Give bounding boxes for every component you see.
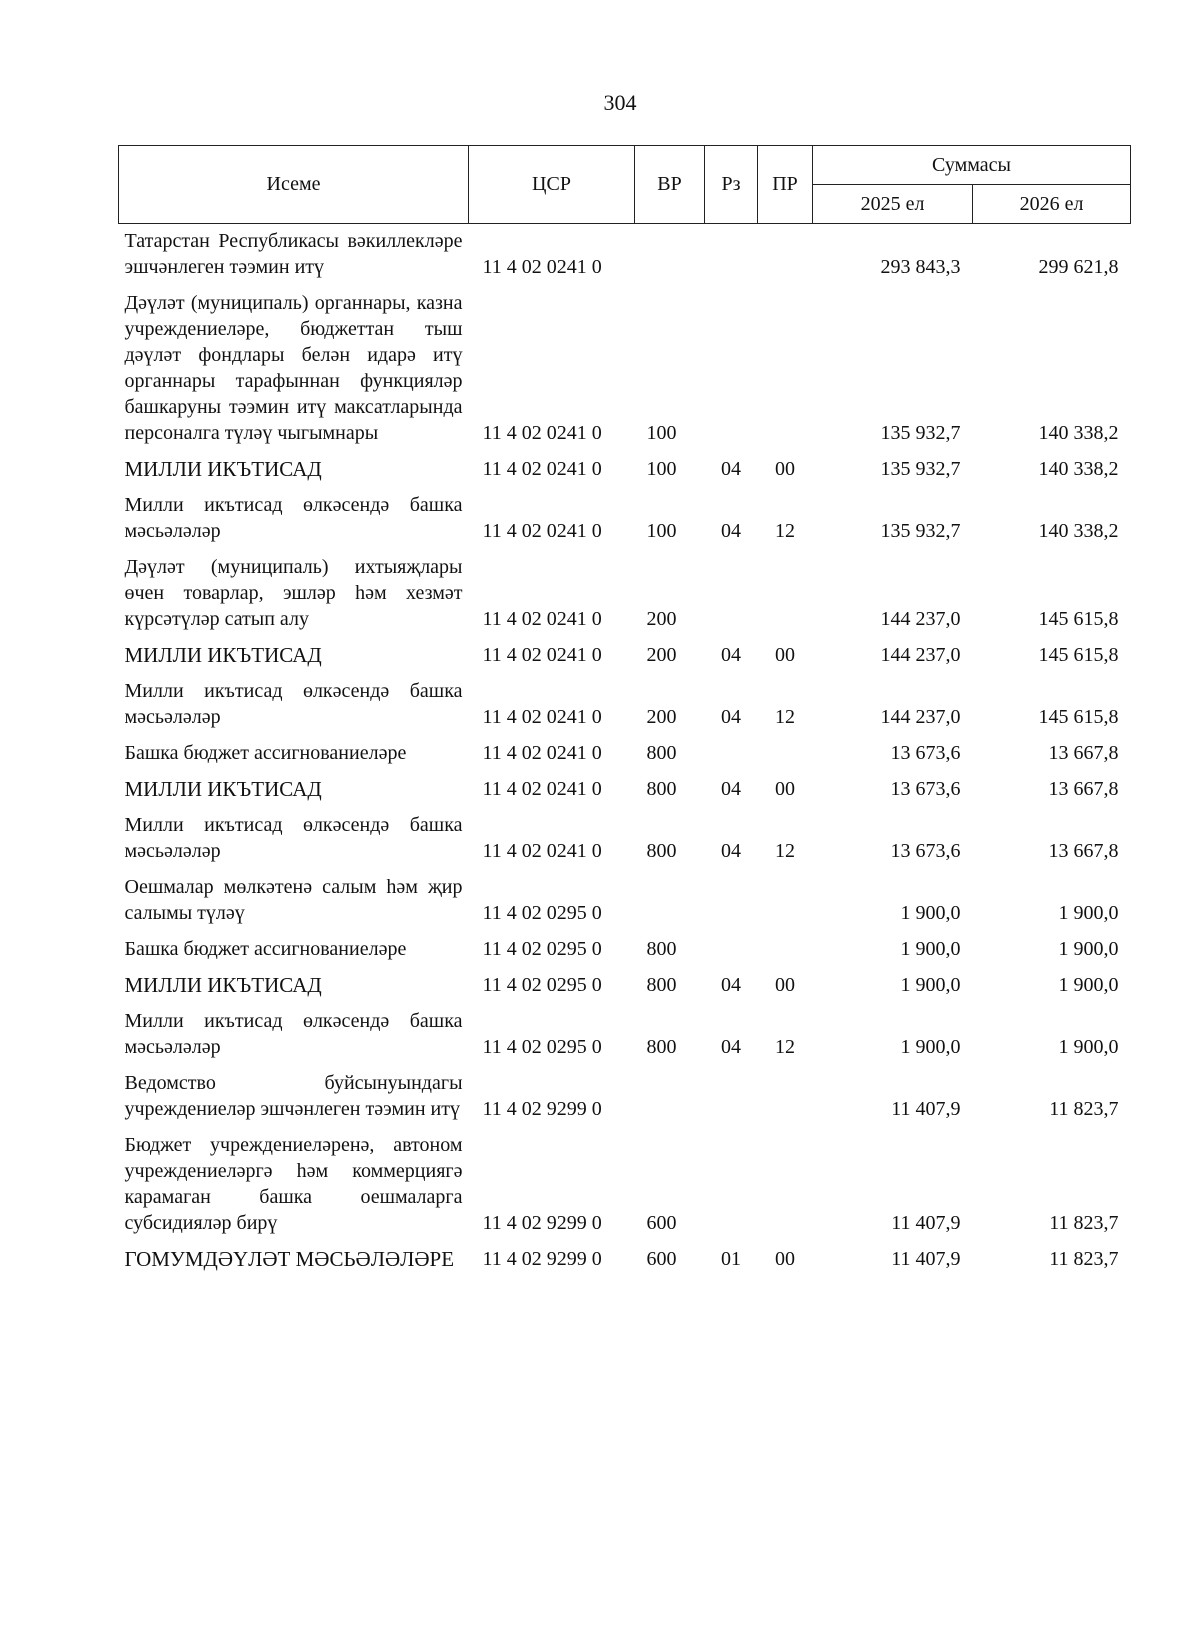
row-pr-code: 00: [775, 458, 795, 480]
table-row: [119, 932, 1131, 968]
row-amount-2025: 1 900,0: [900, 902, 961, 924]
row-vr-code: 200: [646, 706, 677, 728]
row-csr-code: 11 4 02 0295 0: [482, 938, 602, 960]
row-csr-code: 11 4 02 0295 0: [482, 974, 602, 996]
row-vr-code: [635, 870, 705, 932]
row-name: Бюджет учреждениеләренә, автоном учреждениеләргә һәм коммерциягә карамаган башка оешмаларга субсидияләр бирү: [124, 1134, 463, 1234]
header-vr: ВР: [635, 146, 705, 224]
row-csr-code: 11 4 02 0241 0: [482, 706, 602, 728]
row-csr-code: 11 4 02 0241 0: [482, 778, 602, 800]
row-rz-code: 04: [721, 458, 741, 480]
row-rz-code: [705, 224, 758, 287]
row-amount-2026: 299 621,8: [1038, 256, 1119, 278]
table-row: [119, 638, 1131, 674]
row-pr-code: 12: [775, 520, 795, 542]
row-pr-code: [758, 736, 813, 772]
row-amount-2026: 145 615,8: [1038, 644, 1119, 666]
table-row: [119, 1242, 1131, 1278]
row-pr-code: [758, 550, 813, 638]
row-vr-code: [635, 1066, 705, 1128]
row-rz-code: 04: [721, 778, 741, 800]
row-rz-code: 01: [721, 1248, 741, 1270]
row-amount-2025: 11 407,9: [891, 1098, 961, 1120]
row-name: Башка бюджет ассигнованиеләре: [124, 742, 407, 764]
row-csr-code: 11 4 02 0295 0: [482, 902, 602, 924]
row-rz-code: 04: [721, 644, 741, 666]
row-csr-code: 11 4 02 9299 0: [482, 1212, 602, 1234]
row-pr-code: [758, 224, 813, 287]
row-amount-2026: 145 615,8: [1038, 706, 1119, 728]
row-rz-code: [705, 1128, 758, 1242]
row-vr-code: 600: [646, 1248, 677, 1270]
row-amount-2026: 1 900,0: [1058, 974, 1119, 996]
row-pr-code: [758, 932, 813, 968]
row-amount-2026: 140 338,2: [1038, 422, 1119, 444]
row-amount-2026: 1 900,0: [1058, 1036, 1119, 1058]
row-pr-code: 12: [775, 706, 795, 728]
row-vr-code: 800: [646, 778, 677, 800]
table-row: [119, 550, 1131, 638]
row-csr-code: 11 4 02 0241 0: [482, 256, 602, 278]
row-vr-code: 100: [646, 458, 677, 480]
row-amount-2025: 1 900,0: [900, 974, 961, 996]
row-pr-code: 12: [775, 840, 795, 862]
table-row: [119, 1128, 1131, 1242]
row-name: Милли икътисад өлкәсендә башка мәсьәләләр: [124, 814, 463, 862]
row-csr-code: 11 4 02 0241 0: [482, 520, 602, 542]
row-vr-code: 800: [646, 840, 677, 862]
table-row: [119, 1066, 1131, 1128]
row-rz-code: [705, 870, 758, 932]
row-csr-code: 11 4 02 0241 0: [482, 422, 602, 444]
row-pr-code: 12: [775, 1036, 795, 1058]
row-pr-code: [758, 870, 813, 932]
row-amount-2026: 1 900,0: [1058, 902, 1119, 924]
row-amount-2026: 140 338,2: [1038, 520, 1119, 542]
table-row: [119, 808, 1131, 870]
row-amount-2026: 140 338,2: [1038, 458, 1119, 480]
header-rz: Рз: [705, 146, 758, 224]
row-amount-2025: 135 932,7: [880, 458, 961, 480]
row-vr-code: [635, 224, 705, 287]
row-amount-2025: 135 932,7: [880, 422, 961, 444]
row-name: Оешмалар мөлкәтенә салым һәм җир салымы түләү: [124, 876, 463, 924]
row-name: Башка бюджет ассигнованиеләре: [124, 938, 407, 960]
row-pr-code: 00: [775, 1248, 795, 1270]
row-rz-code: [705, 932, 758, 968]
row-name: ГОМУМДӘҮЛӘТ МӘСЬӘЛӘЛӘРЕ: [124, 1247, 455, 1271]
table-row: [119, 674, 1131, 736]
row-vr-code: 800: [646, 974, 677, 996]
row-amount-2025: 11 407,9: [891, 1212, 961, 1234]
row-name: Милли икътисад өлкәсендә башка мәсьәләләр: [124, 494, 463, 542]
row-amount-2025: 144 237,0: [880, 644, 961, 666]
row-pr-code: 00: [775, 974, 795, 996]
table-row: [119, 224, 1131, 287]
row-name: Дәүләт (муниципаль) ихтыяҗлары өчен товарлар, эшләр һәм хезмәт күрсәтүләр сатып алу: [124, 556, 463, 630]
row-vr-code: 200: [646, 644, 677, 666]
row-csr-code: 11 4 02 9299 0: [482, 1098, 602, 1120]
row-csr-code: 11 4 02 0241 0: [482, 608, 602, 630]
table-row: [119, 286, 1131, 452]
row-rz-code: [705, 736, 758, 772]
row-csr-code: 11 4 02 9299 0: [482, 1248, 602, 1270]
page-number: 304: [603, 90, 637, 115]
row-name: Милли икътисад өлкәсендә башка мәсьәләләр: [124, 1010, 463, 1058]
row-rz-code: [705, 1066, 758, 1128]
row-csr-code: 11 4 02 0241 0: [482, 742, 602, 764]
row-amount-2025: 1 900,0: [900, 938, 961, 960]
row-amount-2025: 11 407,9: [891, 1248, 961, 1270]
row-name: МИЛЛИ ИКЪТИСАД: [124, 777, 322, 801]
row-csr-code: 11 4 02 0241 0: [482, 644, 602, 666]
row-name: Милли икътисад өлкәсендә башка мәсьәләләр: [124, 680, 463, 728]
table-row: [119, 1004, 1131, 1066]
row-name: МИЛЛИ ИКЪТИСАД: [124, 973, 322, 997]
table-row: [119, 870, 1131, 932]
row-pr-code: [758, 1066, 813, 1128]
row-rz-code: [705, 550, 758, 638]
row-amount-2025: 1 900,0: [900, 1036, 961, 1058]
table-row: [119, 452, 1131, 488]
row-amount-2026: 1 900,0: [1058, 938, 1119, 960]
row-rz-code: 04: [721, 706, 741, 728]
row-amount-2025: 144 237,0: [880, 608, 961, 630]
row-rz-code: [705, 286, 758, 452]
row-amount-2026: 13 667,8: [1048, 840, 1119, 862]
row-amount-2026: 11 823,7: [1049, 1212, 1119, 1234]
row-csr-code: 11 4 02 0241 0: [482, 458, 602, 480]
table-header: [119, 146, 1131, 224]
row-rz-code: 04: [721, 520, 741, 542]
table-row: [119, 772, 1131, 808]
row-vr-code: 100: [646, 520, 677, 542]
table-body: [119, 224, 1131, 1279]
row-amount-2025: 13 673,6: [890, 742, 961, 764]
row-name: МИЛЛИ ИКЪТИСАД: [124, 643, 322, 667]
row-amount-2026: 11 823,7: [1049, 1098, 1119, 1120]
row-name: Татарстан Республикасы вәкиллекләре эшчәнлеген тәэмин итү: [124, 230, 463, 278]
row-name: Ведомство буйсынуындагы учреждениеләр эшчәнлеген тәэмин итү: [124, 1072, 463, 1120]
row-name: Дәүләт (муниципаль) органнары, казна учреждениеләре, бюджеттан тыш дәүләт фондлары белән идарә итү органнары тарафыннан функцияләр башкаруны тәэмин итү максатларында персоналга түләү чыгымнары: [124, 292, 463, 444]
row-name: МИЛЛИ ИКЪТИСАД: [124, 457, 322, 481]
row-vr-code: 100: [646, 422, 677, 444]
row-vr-code: 200: [646, 608, 677, 630]
row-vr-code: 800: [646, 938, 677, 960]
header-year-2026: 2026 ел: [973, 185, 1131, 224]
row-amount-2025: 293 843,3: [880, 256, 961, 278]
row-csr-code: 11 4 02 0241 0: [482, 840, 602, 862]
row-amount-2026: 145 615,8: [1038, 608, 1119, 630]
table-row: [119, 968, 1131, 1004]
header-sums: Суммасы: [813, 146, 1131, 185]
row-pr-code: [758, 1128, 813, 1242]
row-rz-code: 04: [721, 840, 741, 862]
row-amount-2026: 13 667,8: [1048, 742, 1119, 764]
table-row: [119, 736, 1131, 772]
header-csr: ЦСР: [469, 146, 635, 224]
row-vr-code: 600: [646, 1212, 677, 1234]
header-year-2025: 2025 ел: [813, 185, 973, 224]
row-pr-code: 00: [775, 778, 795, 800]
row-amount-2025: 13 673,6: [890, 778, 961, 800]
header-pr: ПР: [758, 146, 813, 224]
row-pr-code: 00: [775, 644, 795, 666]
row-csr-code: 11 4 02 0295 0: [482, 1036, 602, 1058]
row-amount-2025: 144 237,0: [880, 706, 961, 728]
row-amount-2025: 135 932,7: [880, 520, 961, 542]
row-amount-2026: 11 823,7: [1049, 1248, 1119, 1270]
row-amount-2025: 13 673,6: [890, 840, 961, 862]
row-vr-code: 800: [646, 1036, 677, 1058]
row-pr-code: [758, 286, 813, 452]
header-name: Исеме: [119, 146, 469, 224]
row-amount-2026: 13 667,8: [1048, 778, 1119, 800]
table-row: [119, 488, 1131, 550]
row-rz-code: 04: [721, 974, 741, 996]
row-vr-code: 800: [646, 742, 677, 764]
row-rz-code: 04: [721, 1036, 741, 1058]
budget-table: [118, 145, 1131, 1278]
